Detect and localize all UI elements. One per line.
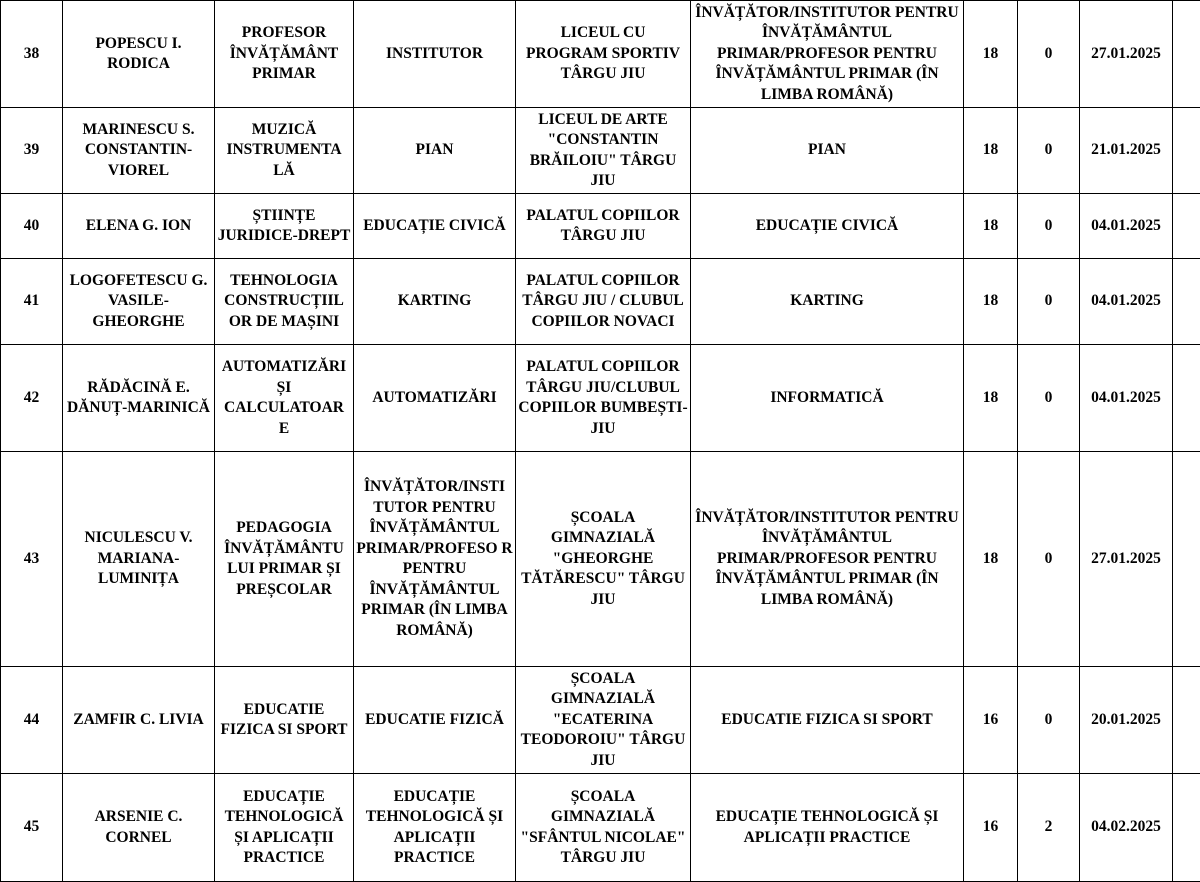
school-unit-cell: PALATUL COPIILOR TÂRGU JIU/CLUBUL COPIILOR BUMBEȘTI-JIU bbox=[516, 345, 691, 452]
specialization-cell: MUZICĂ INSTRUMENTA LĂ bbox=[215, 108, 354, 194]
row-number-cell: 39 bbox=[1, 108, 63, 194]
table-row bbox=[1, 108, 1200, 194]
table-row bbox=[1, 667, 1200, 774]
position-cell: ÎNVĂȚĂTOR/INSTITUTOR PENTRU ÎNVĂȚĂMÂNTUL PRIMAR/PROFESOR PENTRU ÎNVĂȚĂMÂNTUL PRIMAR (ÎN LIMBA ROMÂNĂ) bbox=[691, 452, 964, 667]
teacher-name-cell: MARINESCU S. CONSTANTIN-VIOREL bbox=[63, 108, 215, 194]
hours-count-cell: 16 bbox=[964, 667, 1018, 774]
table-row bbox=[1, 1, 1200, 108]
position-cell: KARTING bbox=[691, 259, 964, 345]
remarks-cell bbox=[1173, 774, 1200, 882]
row-number-cell: 45 bbox=[1, 774, 63, 882]
date-value-cell: 04.02.2025 bbox=[1080, 774, 1173, 882]
position-cell: EDUCAȚIE TEHNOLOGICĂ ȘI APLICAȚII PRACTICE bbox=[691, 774, 964, 882]
teacher-name-cell: LOGOFETESCU G. VASILE-GHEORGHE bbox=[63, 259, 215, 345]
extra-hours-count-cell: 0 bbox=[1018, 452, 1080, 667]
teacher-name-cell: NICULESCU V. MARIANA-LUMINIȚA bbox=[63, 452, 215, 667]
row-number-cell: 38 bbox=[1, 1, 63, 108]
specialization-cell: ȘTIINȚE JURIDICE-DREPT bbox=[215, 194, 354, 259]
table-row bbox=[1, 774, 1200, 882]
discipline-cell: KARTING bbox=[354, 259, 516, 345]
extra-hours-count-cell: 0 bbox=[1018, 667, 1080, 774]
extra-hours-count-cell: 0 bbox=[1018, 108, 1080, 194]
table-row bbox=[1, 259, 1200, 345]
date-value-cell: 20.01.2025 bbox=[1080, 667, 1173, 774]
specialization-cell: EDUCAȚIE TEHNOLOGICĂ ȘI APLICAȚII PRACTICE bbox=[215, 774, 354, 882]
remarks-cell bbox=[1173, 259, 1200, 345]
school-unit-cell: ȘCOALA GIMNAZIALĂ "GHEORGHE TĂTĂRESCU" TÂRGU JIU bbox=[516, 452, 691, 667]
remarks-cell bbox=[1173, 667, 1200, 774]
position-cell: INFORMATICĂ bbox=[691, 345, 964, 452]
school-unit-cell: PALATUL COPIILOR TÂRGU JIU bbox=[516, 194, 691, 259]
teacher-name-cell: ELENA G. ION bbox=[63, 194, 215, 259]
row-number-cell: 42 bbox=[1, 345, 63, 452]
table-body bbox=[1, 1, 1200, 882]
teacher-name-cell: ZAMFIR C. LIVIA bbox=[63, 667, 215, 774]
discipline-cell: INSTITUTOR bbox=[354, 1, 516, 108]
teacher-name-cell: POPESCU I. RODICA bbox=[63, 1, 215, 108]
discipline-cell: PIAN bbox=[354, 108, 516, 194]
remarks-cell bbox=[1173, 194, 1200, 259]
row-number-cell: 43 bbox=[1, 452, 63, 667]
remarks-cell bbox=[1173, 108, 1200, 194]
date-value-cell: 27.01.2025 bbox=[1080, 452, 1173, 667]
school-unit-cell: ȘCOALA GIMNAZIALĂ "ECATERINA TEODOROIU" TÂRGU JIU bbox=[516, 667, 691, 774]
remarks-cell bbox=[1173, 345, 1200, 452]
date-value-cell: 04.01.2025 bbox=[1080, 194, 1173, 259]
table-row bbox=[1, 345, 1200, 452]
table-row bbox=[1, 194, 1200, 259]
specialization-cell: PROFESOR ÎNVĂȚĂMÂNT PRIMAR bbox=[215, 1, 354, 108]
position-cell: PIAN bbox=[691, 108, 964, 194]
date-value-cell: 21.01.2025 bbox=[1080, 108, 1173, 194]
row-number-cell: 41 bbox=[1, 259, 63, 345]
extra-hours-count-cell: 0 bbox=[1018, 194, 1080, 259]
row-number-cell: 44 bbox=[1, 667, 63, 774]
date-value-cell: 04.01.2025 bbox=[1080, 345, 1173, 452]
table-row bbox=[1, 452, 1200, 667]
specialization-cell: EDUCATIE FIZICA SI SPORT bbox=[215, 667, 354, 774]
date-value-cell: 04.01.2025 bbox=[1080, 259, 1173, 345]
hours-count-cell: 18 bbox=[964, 108, 1018, 194]
teacher-name-cell: RĂDĂCINĂ E. DĂNUȚ-MARINICĂ bbox=[63, 345, 215, 452]
hours-count-cell: 16 bbox=[964, 774, 1018, 882]
extra-hours-count-cell: 0 bbox=[1018, 1, 1080, 108]
hours-count-cell: 18 bbox=[964, 1, 1018, 108]
position-cell: EDUCATIE FIZICA SI SPORT bbox=[691, 667, 964, 774]
hours-count-cell: 18 bbox=[964, 452, 1018, 667]
specialization-cell: AUTOMATIZĂRI ȘI CALCULATOAR E bbox=[215, 345, 354, 452]
discipline-cell: EDUCAȚIE TEHNOLOGICĂ ȘI APLICAȚII PRACTICE bbox=[354, 774, 516, 882]
hours-count-cell: 18 bbox=[964, 194, 1018, 259]
school-unit-cell: PALATUL COPIILOR TÂRGU JIU / CLUBUL COPIILOR NOVACI bbox=[516, 259, 691, 345]
extra-hours-count-cell: 2 bbox=[1018, 774, 1080, 882]
school-unit-cell: ȘCOALA GIMNAZIALĂ "SFÂNTUL NICOLAE" TÂRGU JIU bbox=[516, 774, 691, 882]
date-value-cell: 27.01.2025 bbox=[1080, 1, 1173, 108]
specialization-cell: PEDAGOGIA ÎNVĂȚĂMÂNTU LUI PRIMAR ȘI PREȘCOLAR bbox=[215, 452, 354, 667]
teacher-name-cell: ARSENIE C. CORNEL bbox=[63, 774, 215, 882]
hours-count-cell: 18 bbox=[964, 345, 1018, 452]
school-unit-cell: LICEUL CU PROGRAM SPORTIV TÂRGU JIU bbox=[516, 1, 691, 108]
position-cell: ÎNVĂȚĂTOR/INSTITUTOR PENTRU ÎNVĂȚĂMÂNTUL PRIMAR/PROFESOR PENTRU ÎNVĂȚĂMÂNTUL PRIMAR (ÎN LIMBA ROMÂNĂ) bbox=[691, 1, 964, 108]
position-cell: EDUCAȚIE CIVICĂ bbox=[691, 194, 964, 259]
extra-hours-count-cell: 0 bbox=[1018, 345, 1080, 452]
discipline-cell: AUTOMATIZĂRI bbox=[354, 345, 516, 452]
discipline-cell: ÎNVĂȚĂTOR/INSTI TUTOR PENTRU ÎNVĂȚĂMÂNTUL PRIMAR/PROFESO R PENTRU ÎNVĂȚĂMÂNTUL PRIMAR (ÎN LIMBA ROMÂNĂ) bbox=[354, 452, 516, 667]
hours-count-cell: 18 bbox=[964, 259, 1018, 345]
discipline-cell: EDUCATIE FIZICĂ bbox=[354, 667, 516, 774]
specialization-cell: TEHNOLOGIA CONSTRUCȚIIL OR DE MAȘINI bbox=[215, 259, 354, 345]
remarks-cell bbox=[1173, 1, 1200, 108]
row-number-cell: 40 bbox=[1, 194, 63, 259]
discipline-cell: EDUCAȚIE CIVICĂ bbox=[354, 194, 516, 259]
remarks-cell bbox=[1173, 452, 1200, 667]
extra-hours-count-cell: 0 bbox=[1018, 259, 1080, 345]
school-unit-cell: LICEUL DE ARTE "CONSTANTIN BRĂILOIU" TÂRGU JIU bbox=[516, 108, 691, 194]
